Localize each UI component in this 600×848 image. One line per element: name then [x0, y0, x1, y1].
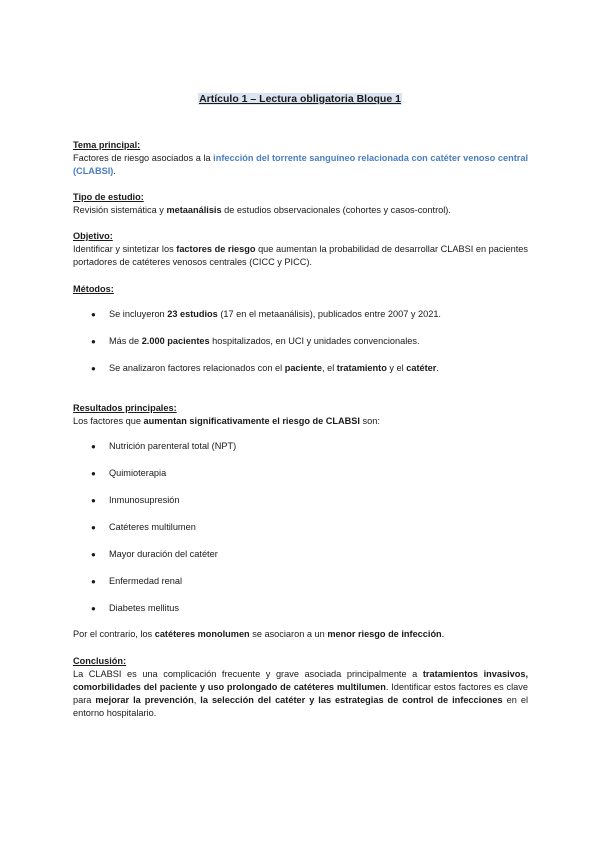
bullet-icon: ●	[91, 523, 96, 532]
list-item: ● Nutrición parenteral total (NPT)	[91, 441, 237, 451]
list-item: ● Mayor duración del catéter	[91, 549, 218, 559]
tipo-heading: Tipo de estudio:	[73, 192, 144, 202]
list-item: ● Se incluyeron 23 estudios (17 en el metaanálisis), publicados entre 2007 y 2021.	[91, 309, 441, 319]
list-item: ● Enfermedad renal	[91, 576, 183, 586]
tema-highlight: infección del torrente sanguíneo relacionada con catéter venoso central (CLABSI)	[73, 153, 528, 176]
section-tema	[73, 139, 528, 178]
resultados-heading: Resultados principales:	[73, 403, 177, 413]
bullet-icon: ●	[91, 469, 96, 478]
section-conclusion	[73, 655, 528, 720]
objetivo-heading: Objetivo:	[73, 231, 113, 241]
tema-heading: Tema principal:	[73, 140, 141, 150]
document-title: Artículo 1 – Lectura obligatoria Bloque 1	[199, 93, 401, 105]
bullet-icon: ●	[91, 577, 96, 586]
list-item: ● Catéteres multilumen	[91, 522, 196, 532]
bullet-icon: ●	[91, 364, 96, 373]
conclusion-text: La CLABSI es una complicación frecuente y grave asociada principalmente a tratamientos invasivos, comorbilidades del paciente y uso prolongado de catéteres multilumen. Identificar estos factores es clave para mejorar la prevención, la selección del catéter y las estrategias de control de infecciones en el entorno hospitalario.	[73, 669, 529, 718]
section-objetivo	[73, 230, 528, 269]
bullet-icon: ●	[91, 496, 96, 505]
list-item: ● Más de 2.000 pacientes hospitalizados, en UCI y unidades convencionales.	[91, 336, 420, 346]
list-item: ● Inmunosupresión	[91, 495, 180, 505]
section-metodos	[73, 283, 528, 296]
tipo-text: Revisión sistemática y metaanálisis de estudios observacionales (cohortes y casos-control).	[73, 205, 451, 215]
resultados-intro: Los factores que aumentan significativamente el riesgo de CLABSI son:	[73, 416, 380, 426]
bullet-icon: ●	[91, 310, 96, 319]
resultados-contrast: Por el contrario, los catéteres monolumen se asociaron a un menor riesgo de infección.	[73, 629, 445, 639]
metodos-heading: Métodos:	[73, 284, 114, 294]
list-item: ● Se analizaron factores relacionados con el paciente, el tratamiento y el catéter.	[91, 363, 439, 373]
objetivo-text: Identificar y sintetizar los factores de riesgo que aumentan la probabilidad de desarrollar CLABSI en pacientes portadores de catéteres venosos centrales (CICC y PICC).	[73, 244, 528, 267]
section-tipo	[73, 191, 528, 217]
list-item: ● Quimioterapia	[91, 468, 167, 478]
conclusion-heading: Conclusión:	[73, 656, 127, 666]
bullet-icon: ●	[91, 604, 96, 613]
bullet-icon: ●	[91, 337, 96, 346]
bullet-icon: ●	[91, 550, 96, 559]
bullet-icon: ●	[91, 442, 96, 451]
list-item: ● Diabetes mellitus	[91, 603, 179, 613]
tema-text: Factores de riesgo asociados a la infección del torrente sanguíneo relacionada con catéter venoso central (CLABSI).	[73, 153, 528, 176]
section-resultados	[73, 402, 528, 428]
